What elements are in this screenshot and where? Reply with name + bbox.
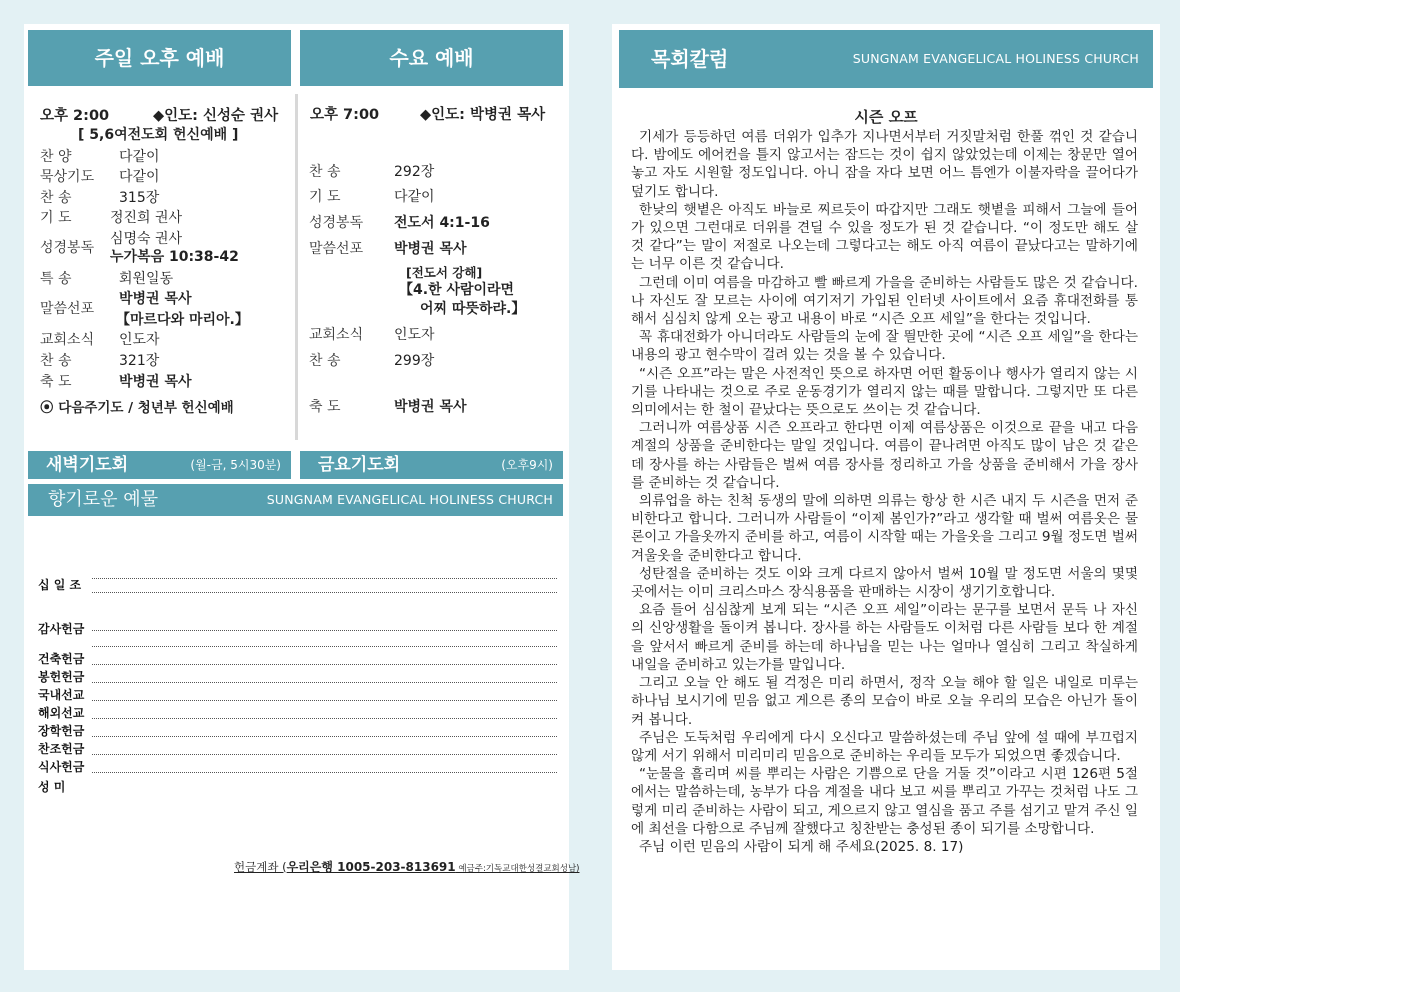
sunday-item-value: 321장 [119,353,160,369]
essay-paragraph: 주님 이런 믿음의 사람이 되게 해 주세요(2025. 8. 17) [639,838,964,855]
offering-line [92,578,557,579]
wednesday-time: 오후 7:00 [310,107,380,123]
sunday-item-value: 심명숙 권사 [110,231,183,247]
sunday-item-label: 교회소식 [40,332,95,348]
sunday-item-value: 회원일동 [119,271,174,287]
sunday-item-label: 특 송 [40,271,72,287]
dawn-prayer-title: 새벽기도회 [46,455,129,475]
wednesday-item-label: 찬 송 [309,353,341,369]
sunday-item-label: 축 도 [40,374,72,390]
wednesday-service-header: 수요 예배 [300,30,563,86]
essay-paragraph: 그리고 오늘 안 해도 될 걱정은 미리 하면서, 정작 오늘 해야 할 일은 내일로 미루는 하나님 보시기에 믿음 없고 게으른 종의 모습이 바로 오늘 우리의 모습은 아닌가 돌이켜 봅니다. [631,675,1138,728]
offering-label-dedication: 봉헌헌금 [38,670,85,684]
wednesday-item-label: 교회소식 [309,327,364,343]
offering-label-thanks: 감사헌금 [38,622,85,636]
wednesday-leader: ◆인도: 박병권 목사 [420,107,546,123]
sunday-time: 오후 2:00 [40,108,110,124]
offering-line [92,592,557,593]
offering-title: 향기로운 예물 [48,489,159,510]
dawn-prayer-time: (월-금, 5시30분) [190,458,281,472]
column-title: 목회칼럼 [651,47,729,71]
wednesday-series: [전도서 강해] [406,265,483,280]
friday-prayer-time: (오후9시) [501,458,553,472]
friday-prayer-title: 금요기도회 [318,455,401,475]
sunday-item-label: 찬 송 [40,190,72,206]
offering-header [28,484,563,516]
essay-paragraph: 성탄절을 준비하는 것도 이와 크게 다르지 않아서 벌써 10월 말 정도면 서울의 몇몇 곳에서는 이미 크리스마스 장식용품을 판매하는 시장이 생기기호합니다. [631,565,1138,601]
offering-line [92,630,557,631]
sunday-scripture: 누가복음 10:38-42 [110,249,239,265]
next-week-note: ⦿ 다음주기도 / 청년부 헌신예배 [40,400,234,416]
wednesday-sermon-title-1: 【4.한 사람이라면 [399,282,515,298]
essay-paragraph: 한낮의 햇볕은 아직도 바늘로 찌르듯이 따갑지만 그래도 햇볕을 피해서 그늘에 들어가 있으면 그런대로 더위를 견딜 수 있을 정도가 된 것 같습니다. “이 정도만 해도 살 것 같다”는 말이 저절로 나오는데 그렇다고는 해도 아직 여름이 끝났다고는 말하기에는 너무 이른 것 같습니다. [631,201,1138,273]
offering-label-meal: 식사헌금 [38,760,85,774]
essay-paragraph: 의류업을 하는 친척 동생의 말에 의하면 의류는 항상 한 시즌 내지 두 시즌을 먼저 준비한다고 합니다. 그러니까 사람들이 “이제 봄인가?”라고 생각할 때 벌써 여름옷은 물론이고 가을옷까지 준비를 하고, 여름이 시작할 때는 가을옷을 그리고 9월 정도면 벌써 겨울옷을 준비한다고 합니다. [631,493,1138,564]
offering-line [92,664,557,665]
wednesday-item-label: 성경봉독 [309,215,364,231]
wednesday-item-label: 말씀선포 [309,241,364,257]
essay-paragraph: 주님은 도둑처럼 우리에게 다시 오신다고 말씀하셨는데 주님 앞에 설 때에 부끄럽지 않게 서기 위해서 미리미리 믿음으로 준비하는 우리들 모두가 되었으면 좋겠습니다. [631,729,1138,764]
offering-line [92,736,557,737]
sunday-item-label: 성경봉독 [40,240,95,256]
offering-church-name: SUNGNAM EVANGELICAL HOLINESS CHURCH [266,492,553,507]
sunday-item-label: 묵상기도 [40,169,95,185]
account-holder: 예금주:기독교대한성결교회성남) [455,864,580,874]
sunday-leader: ◆인도: 신성순 권사 [153,108,279,124]
wednesday-sermon-title-2: 어찌 따뜻하랴.】 [420,301,526,317]
essay-paragraph: “눈물을 흘리며 씨를 뿌리는 사람은 기쁨으로 단을 거둘 것”이라고 시편 126편 5절에서는 말씀하는데, 농부가 다음 계절을 내다 보고 씨를 뿌리고 가꾸는 것처럼 나도 그렇게 미리 준비하는 사람이 되고, 게으르지 않고 열심을 품고 주를 섬기고 맡겨 주신 일에 최선을 다함으로 주님께 잘했다고 칭찬받는 충성된 종이 되기를 소망합니다. [631,766,1138,837]
offering-label-support: 찬조헌금 [38,742,85,756]
offering-label-rice: 성 미 [38,780,66,794]
sunday-item-value: 정진희 권사 [110,210,183,226]
essay-paragraph: 기세가 등등하던 여름 더위가 입추가 지나면서부터 거짓말처럼 한풀 꺾인 것 같습니다. 밤에도 에어컨을 틀지 않고서는 잠드는 것이 쉽지 않았었는데 이제는 창문만 열어 놓고 자도 시원할 정도입니다. 아니 잠을 자다 보면 어느 틈엔가 이불자락을 끌어다가 덮기도 합니다. [631,129,1138,200]
column-church-name: SUNGNAM EVANGELICAL HOLINESS CHURCH [852,51,1139,66]
offering-line [92,682,557,683]
sunday-preacher: 박병권 목사 [119,291,192,307]
essay-body [631,128,1138,856]
account-number: 우리은행 1005-203-813691 [286,860,456,874]
essay-paragraph: “시즌 오프”라는 말은 사전적인 뜻으로 하자면 어떤 활동이나 행사가 열리지 않는 시기를 나타내는 것으로 주로 운동경기가 열리지 않는 때를 말합니다. 그렇지만 또 다른 의미에서는 한 철이 끝났다는 뜻으로도 쓰이는 것 같습니다. [631,365,1138,419]
dawn-prayer-bar [28,451,291,479]
sunday-sermon-title: 【마르다와 마리아.】 [116,312,249,328]
wednesday-item-value: 299장 [394,353,435,369]
wednesday-preacher: 박병권 목사 [394,241,467,257]
wednesday-item-value: 292장 [394,164,435,180]
sunday-item-value: 다같이 [119,169,160,185]
wednesday-item-label: 축 도 [309,399,341,415]
sunday-item-label: 찬 송 [40,353,72,369]
account-prefix: 헌금계좌 ( [234,860,287,874]
offering-label-building: 건축헌금 [38,652,85,666]
sunday-item-value: 다같이 [119,149,160,165]
offering-line [92,700,557,701]
wednesday-item-label: 찬 송 [309,164,341,180]
sunday-special: [ 5,6여전도회 헌신예배 ] [78,127,239,143]
offering-label-scholarship: 장학헌금 [38,724,85,738]
sunday-service-header: 주일 오후 예배 [28,30,291,86]
offering-line [92,718,557,719]
wednesday-item-value: 다같이 [394,189,435,205]
offering-line [92,772,557,773]
wednesday-item-label: 기 도 [309,189,341,205]
essay-paragraph: 그러니까 여름상품 시즌 오프라고 한다면 이제 여름상품은 이것으로 끝을 내고 다음 계절의 상품을 준비한다는 말일 것입니다. 여름이 끝나려면 아직도 많이 남은 것 같은데 장사를 하는 사람들은 벌써 여름 장사를 정리하고 가을 상품을 준비해서 가을 장사를 준비하는 것 같습니다. [631,420,1138,491]
essay-paragraph: 요즘 들어 심심찮게 보게 되는 “시즌 오프 세일”이라는 문구를 보면서 문득 나 자신의 신앙생활을 돌이켜 봅니다. 장사를 하는 사람들도 이처럼 다른 사람들 보다 한 계절을 앞서서 빠르게 준비를 하는데 하나님을 믿는 나는 얼마나 열심히 그리고 착실하게 내일을 준비하고 있는가를 말입니다. [631,602,1138,673]
sunday-item-value: 315장 [119,190,160,206]
sunday-benediction: 박병권 목사 [119,374,192,390]
sunday-item-label: 찬 양 [40,149,72,165]
sunday-item-label: 말씀선포 [40,301,95,317]
wednesday-benediction: 박병권 목사 [394,399,467,415]
offering-line [92,754,557,755]
offering-label-domestic-mission: 국내선교 [38,688,85,702]
essay-paragraph: 그런데 이미 여름을 마감하고 빨 빠르게 가을을 준비하는 사람들도 많은 것 같습니다. 나 자신도 잘 모르는 사이에 여기저기 가입된 인터넷 사이트에서 요즘 휴대전화를 통해서 심심치 않게 오는 광고 내용이 바로 “시즌 오프 세일”을 한다는 것입니다. [631,274,1138,328]
offering-label-tithe: 십 일 조 [38,578,82,592]
essay-paragraph: 꼭 휴대전화가 아니더라도 사람들의 눈에 잘 띌만한 곳에 “시즌 오프 세일”을 한다는 내용의 광고 현수막이 걸려 있는 것을 볼 수 있습니다. [631,329,1138,364]
sunday-item-label: 기 도 [40,210,72,226]
wednesday-scripture: 전도서 4:1-16 [394,215,490,231]
column-divider [295,94,298,440]
wednesday-item-value: 인도자 [394,327,435,343]
pastor-column-header [619,30,1153,88]
friday-prayer-bar [300,451,563,479]
offering-label-overseas-mission: 해외선교 [38,706,85,720]
essay-title: 시즌 오프 [854,108,918,126]
offering-account [234,858,579,875]
sunday-item-value: 인도자 [119,332,160,348]
offering-line [92,646,557,647]
